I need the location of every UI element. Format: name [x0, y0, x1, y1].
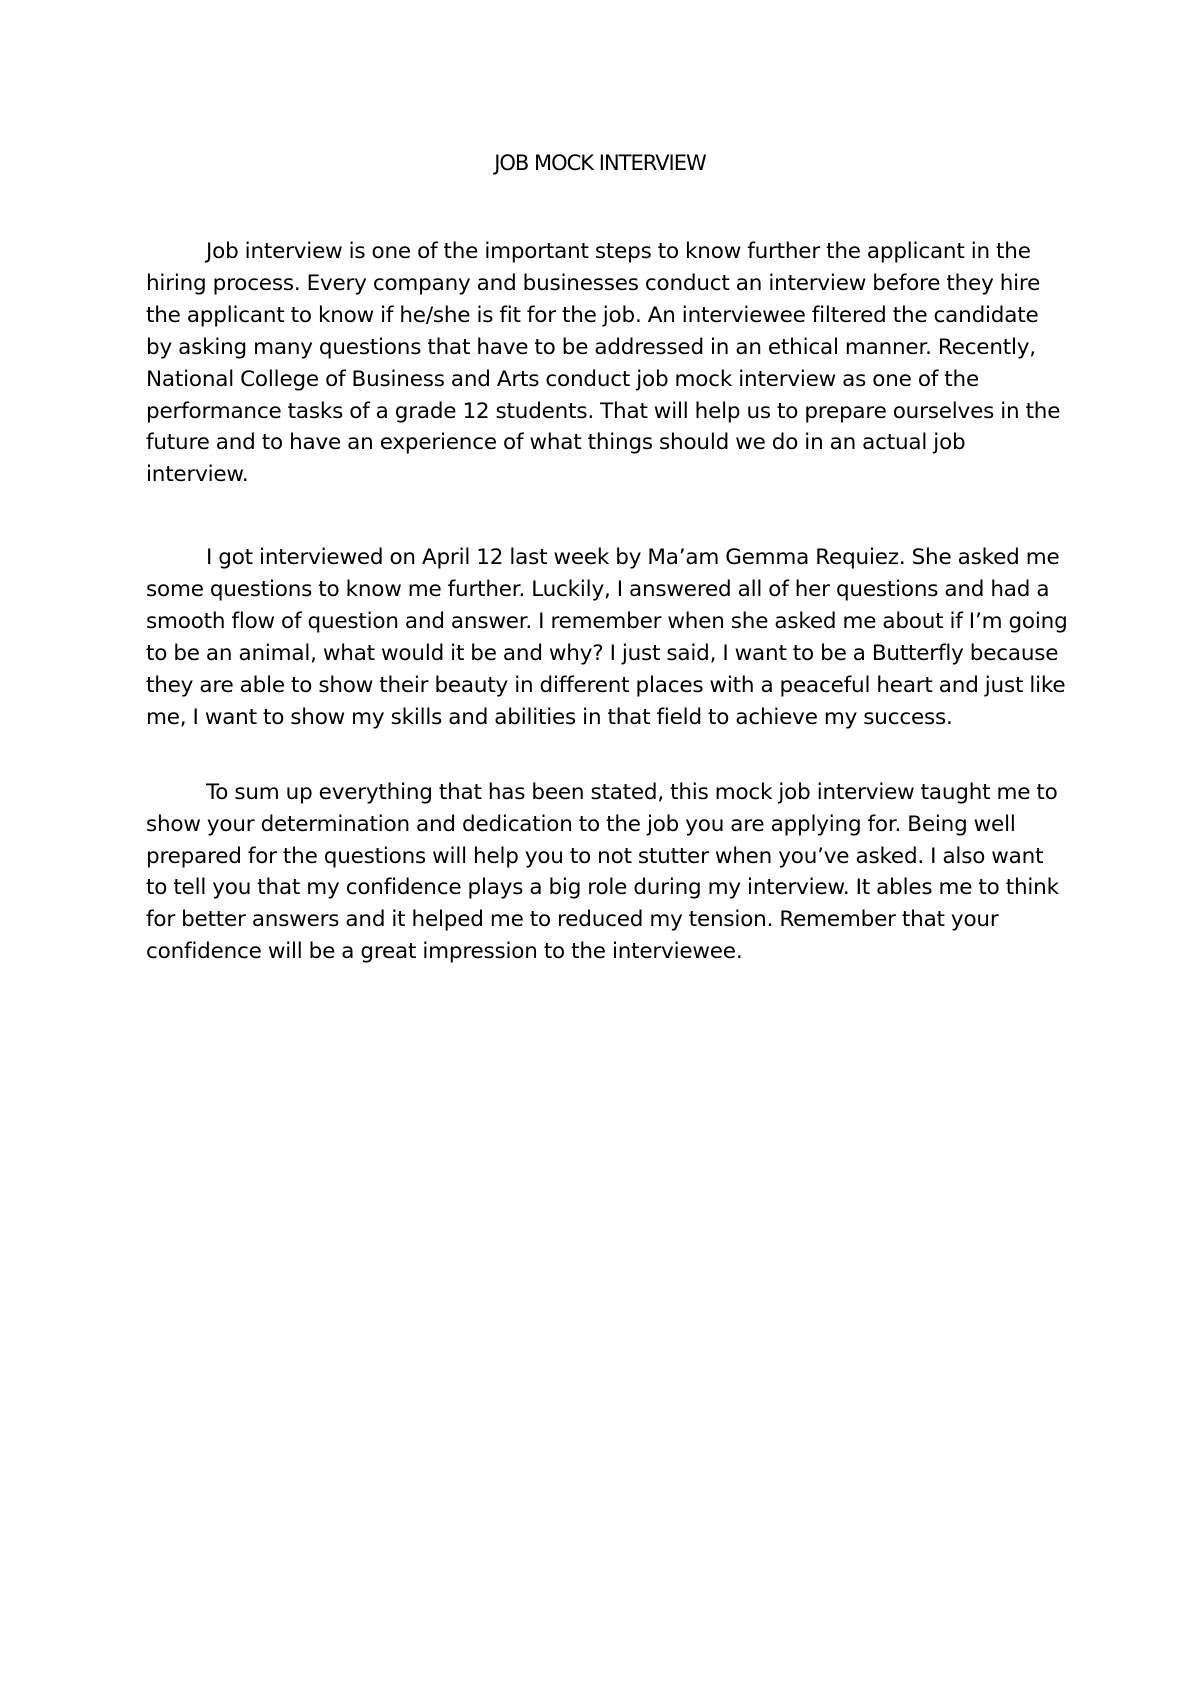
paragraph-conclusion: To sum up everything that has been stated, this mock job interview taught me to show your determination and dedication to the job you are applying for. Being well prepared for the questions will help you to not stutter when you’ve asked. I also want to tell you that my confidence plays a big role during my interview. It ables me to think for better answers and it helped me to reduced my tension. Remember that your confidence will be a great impression to the interviewee.: [146, 779, 1059, 965]
document-body: [146, 236, 1070, 968]
paragraph-introduction: Job interview is one of the important steps to know further the applicant in the hiring process. Every company and businesses conduct an interview before they hire the applicant to know if he/she is fit for the job. An interviewee filtered the candidate by asking many questions that have to be addressed in an ethical manner. Recently, National College of Business and Arts conduct job mock interview as one of the performance tasks of a grade 12 students. That will help us to prepare ourselves in the future and to have an experience of what things should we do in an actual job interview.: [146, 239, 1061, 488]
document-title: JOB MOCK INTERVIEW: [494, 151, 706, 175]
paragraph-interview-experience: I got interviewed on April 12 last week by Ma’am Gemma Requiez. She asked me some questions to know me further. Luckily, I answered all of her questions and had a smooth flow of question and answer. I remember when she asked me about if I’m going to be an animal, what would it be and why? I just said, I want to be a Butterfly because they are able to show their beauty in different places with a peaceful heart and just like me, I want to show my skills and abilities in that field to achieve my success.: [146, 545, 1068, 730]
